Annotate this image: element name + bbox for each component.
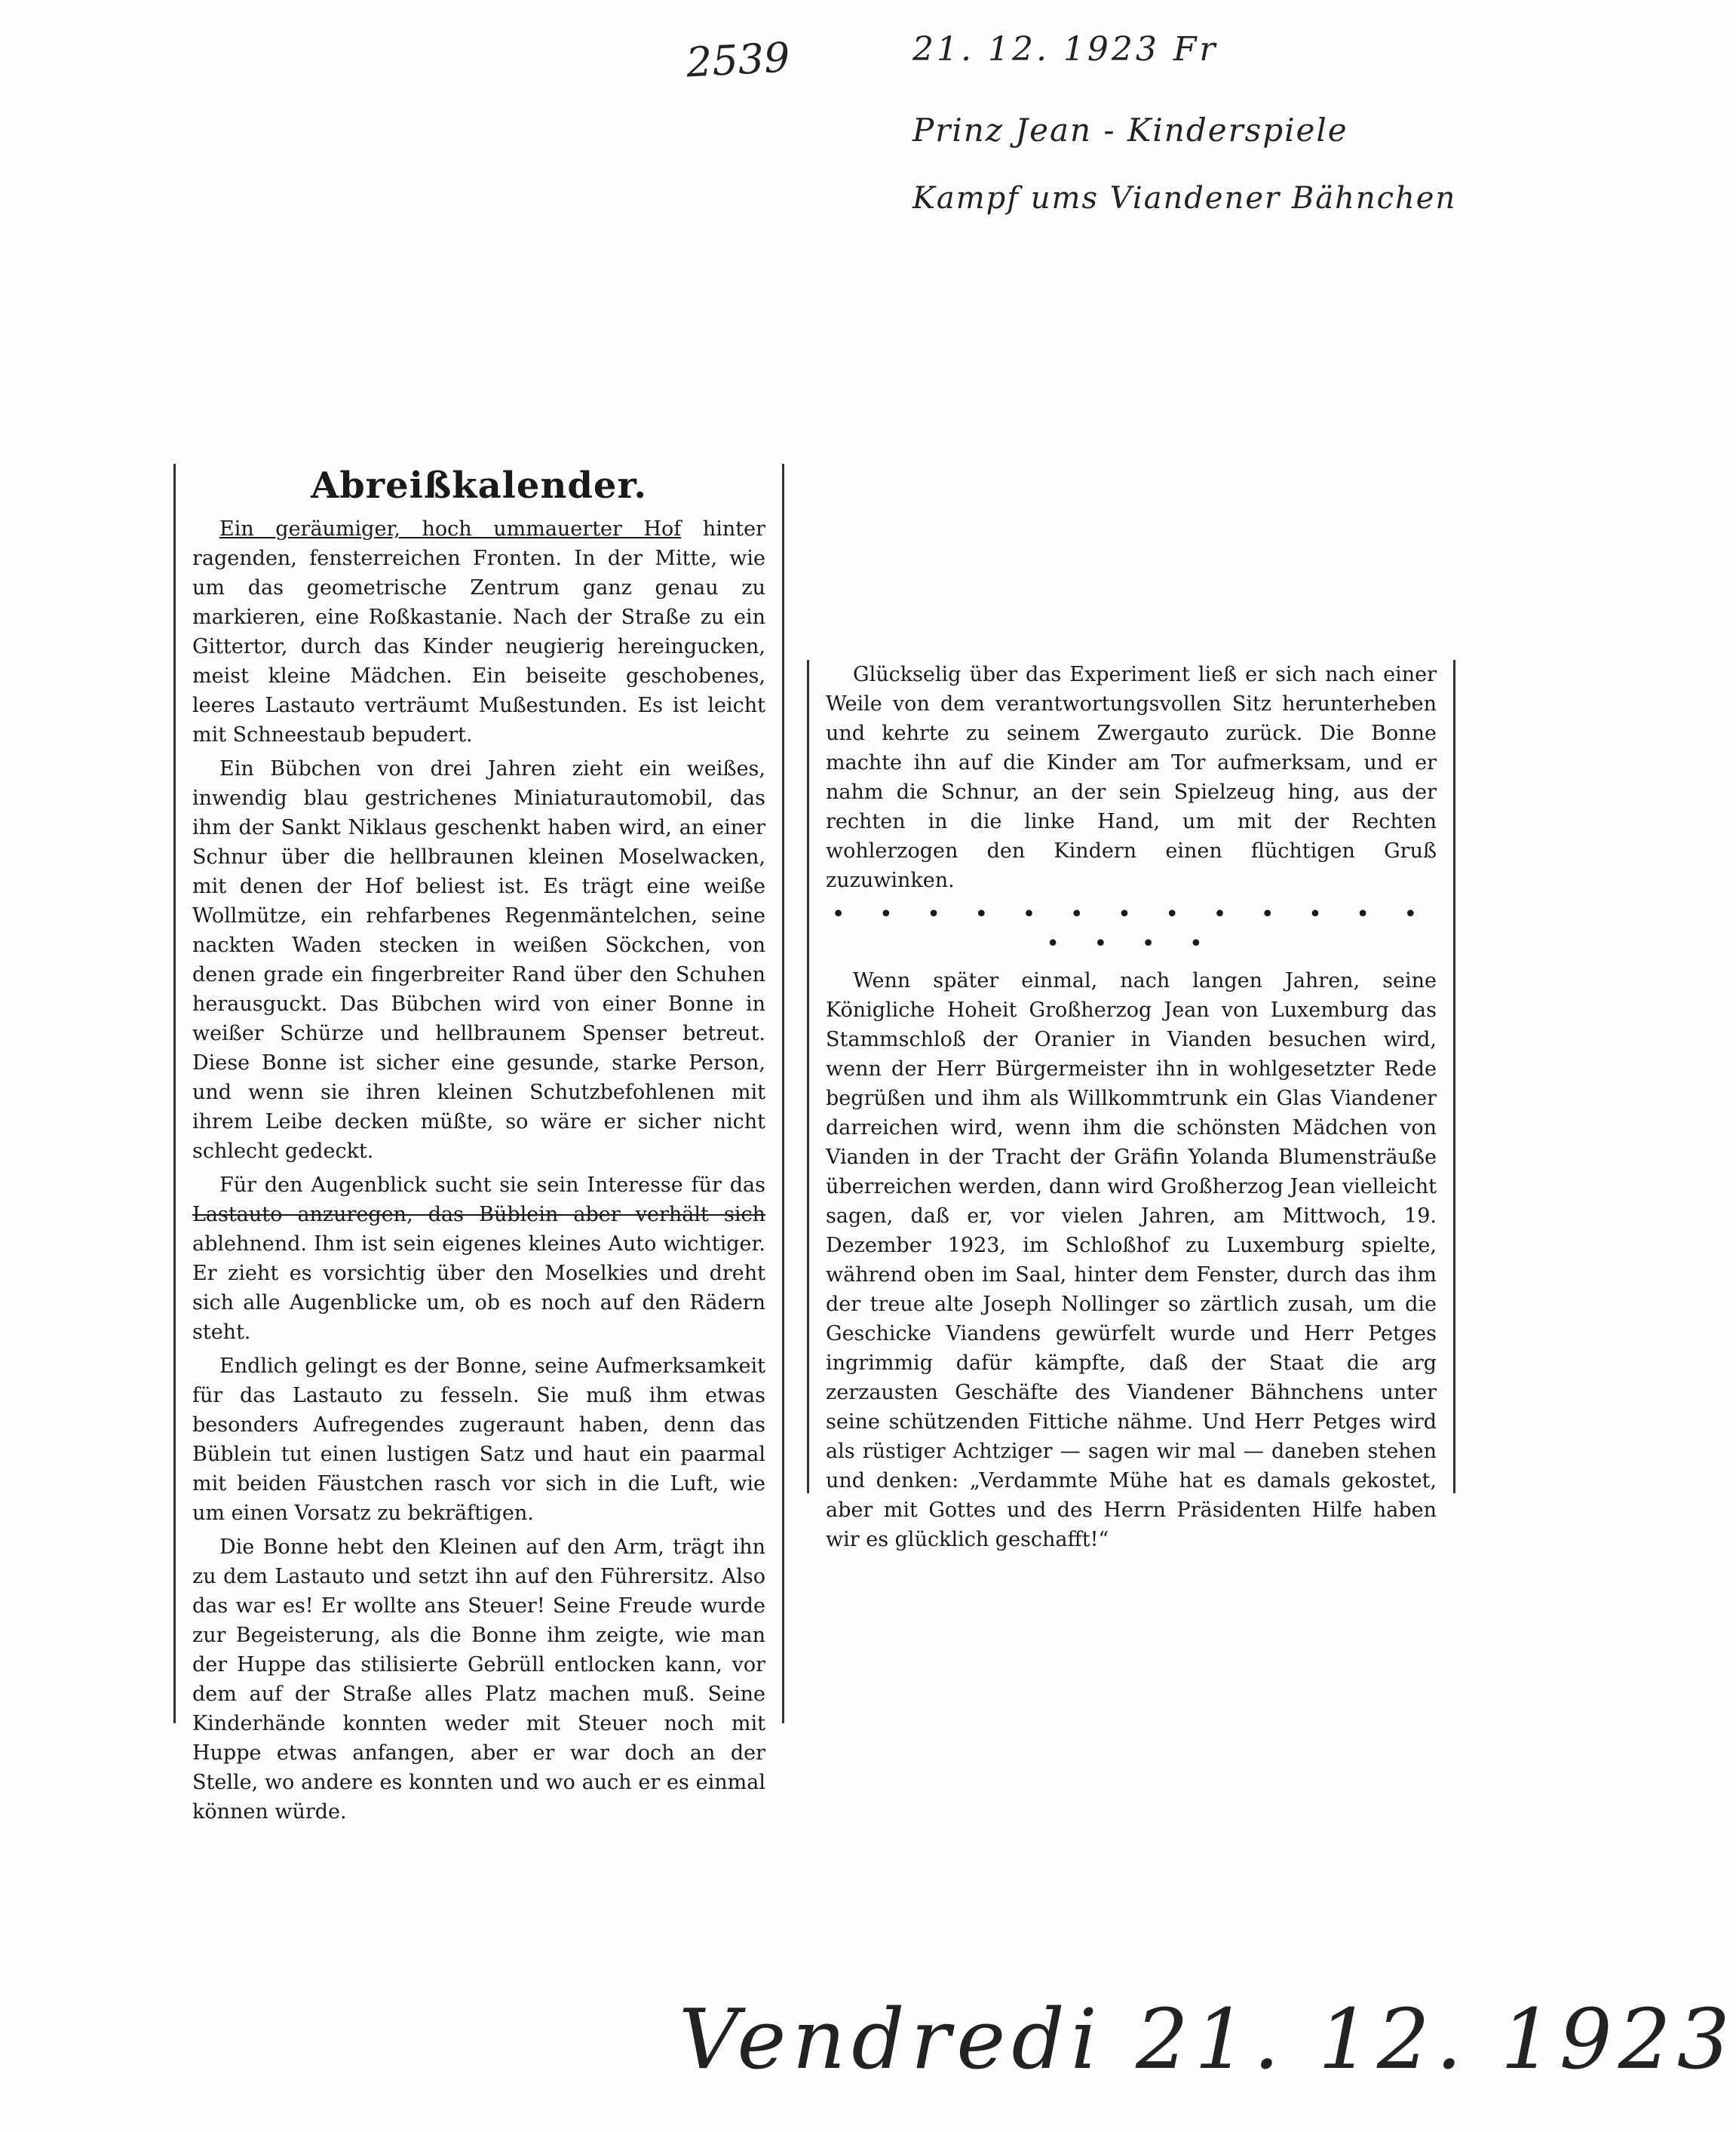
underlined-lead: Ein geräumiger, hoch ummauerter Hof xyxy=(219,517,682,541)
paragraph-4: Endlich gelingt es der Bonne, seine Aufmerksamkeit für das Lastauto zu fesseln. Sie muß ihm etwas besonders Aufregendes zugeraunt haben, denn das Büblein tut einen lustigen Satz und haut ein paarmal mit beiden Fäustchen rasch vor sich in die Luft, wie um einen Vorsatz zu bekräftigen. xyxy=(192,1354,765,1525)
dot-separator: • • • • • • • • • • • • • • • • • xyxy=(831,901,1431,957)
paragraph-5: Die Bonne hebt den Kleinen auf den Arm, trägt ihn zu dem Lastauto und setzt ihn auf den Führersitz. Also das war es! Er wollte ans Steuer! Seine Freude wurde zur Begeisterung, als die Bonne ihm zeigte, wie man der Huppe das stilisierte Gebrüll entlocken kann, vor dem auf der Straße alles Platz machen muß. Seine Kinderhände konnten weder mit Steuer noch mit Huppe etwas anfangen, aber er war doch an der Stelle, wo andere es konnten und wo auch er es einmal können würde. xyxy=(192,1535,765,1824)
paragraph-6: Glückselig über das Experiment ließ er sich nach einer Weile von dem verantwortungsvollen Sitz herunterheben und kehrte zu seinem Zwergauto zurück. Die Bonne machte ihn auf die Kinder am Tor aufmerksam, und er nahm die Schnur, an der sein Spielzeug hing, aus der rechten in die linke Hand, um mit der Rechten wohlerzogen den Kindern einen flüchtigen Gruß zuzuwinken. xyxy=(826,663,1437,892)
paragraph-2: Ein Bübchen von drei Jahren zieht ein weißes, inwendig blau gestrichenes Miniaturautomobil, das ihm der Sankt Niklaus geschenkt haben wird, an einer Schnur über die hellbraunen kleinen Moselwacken, mit denen der Hof beliest ist. Es trägt eine weiße Wollmütze, ein rehfarbenes Regenmäntelchen, seine nackten Waden stecken in weißen Söckchen, von denen grade ein fingerbreiter Rand über den Schuhen herausguckt. Das Bübchen wird von einer Bonne in weißer Schürze und hellbraunem Spenser betreut. Diese Bonne ist sicher eine gesunde, starke Person, und wenn sie ihren kleinen Schutzbefohlenen mit ihrem Leibe decken müßte, so wäre er sicher nicht schlecht gedeckt. xyxy=(192,757,765,1163)
paragraph-3: Für den Augenblick sucht sie sein Interesse für das Lastauto anzuregen, das Büblein aber verhält sich ablehnend. Ihm ist sein eigenes kleines Auto wichtiger. Er zieht es vorsichtig über den Moselkies und dreht sich alle Augenblicke um, ob es noch auf den Rädern steht. xyxy=(192,1173,765,1344)
clipping-right-column xyxy=(807,660,1455,1551)
struck-text: Lastauto anzuregen, das Büblein aber verhält sich xyxy=(192,1203,765,1226)
paragraph-1: Ein geräumiger, hoch ummauerter Hof hinter ragenden, fensterreichen Fronten. In der Mitte, wie um das geometrische Zentrum ganz genau zu markieren, eine Roßkastanie. Nach der Straße zu ein Gittertor, durch das Kinder neugierig hereingucken, meist kleine Mädchen. Ein beiseite geschobenes, leeres Lastauto verträumt Mußestunden. Es ist leicht mit Schneestaub bepudert. xyxy=(192,517,765,747)
page-number-handwritten: 2539 xyxy=(685,33,791,87)
date-note-handwritten: 21. 12. 1923 Fr xyxy=(912,30,1219,69)
clipping-left-column xyxy=(173,464,784,1824)
topic-note-2-handwritten: Kampf ums Viandener Bähnchen xyxy=(912,181,1457,216)
topic-note-1-handwritten: Prinz Jean - Kinderspiele xyxy=(912,112,1348,149)
paragraph-7: Wenn später einmal, nach langen Jahren, seine Königliche Hoheit Großherzog Jean von Luxemburg das Stammschloß der Oranier in Vianden besuchen wird, wenn der Herr Bürgermeister ihn in wohlgesetzter Rede begrüßen und ihm als Willkommtrunk ein Glas Viandener darreichen wird, wenn ihm die schönsten Mädchen von Vianden in der Tracht der Gräfin Yolanda Blumensträuße überreichen werden, dann wird Großherzog Jean vielleicht sagen, daß er, vor vielen Jahren, am Mittwoch, 19. Dezember 1923, im Schloßhof zu Luxemburg spielte, während oben im Saal, hinter dem Fenster, durch das ihm der treue alte Joseph Nollinger so zärtlich zusah, um die Geschicke Viandens gewürfelt wurde und Herr Petges ingrimmig dafür kämpfte, daß der Staat die arg zerzausten Geschäfte des Viandener Bähnchens unter seine schützenden Fittiche nähme. Und Herr Petges wird als rüstiger Achtziger — sagen wir mal — daneben stehen und denken: „Verdammte Mühe hat es damals gekostet, aber mit Gottes und des Herrn Präsidenten Hilfe haben wir es glücklich geschafft!“ xyxy=(826,969,1437,1551)
article-title: Abreißkalender. xyxy=(310,465,648,507)
footer-date-handwritten: Vendredi 21. 12. 1923 xyxy=(679,1991,1736,2088)
